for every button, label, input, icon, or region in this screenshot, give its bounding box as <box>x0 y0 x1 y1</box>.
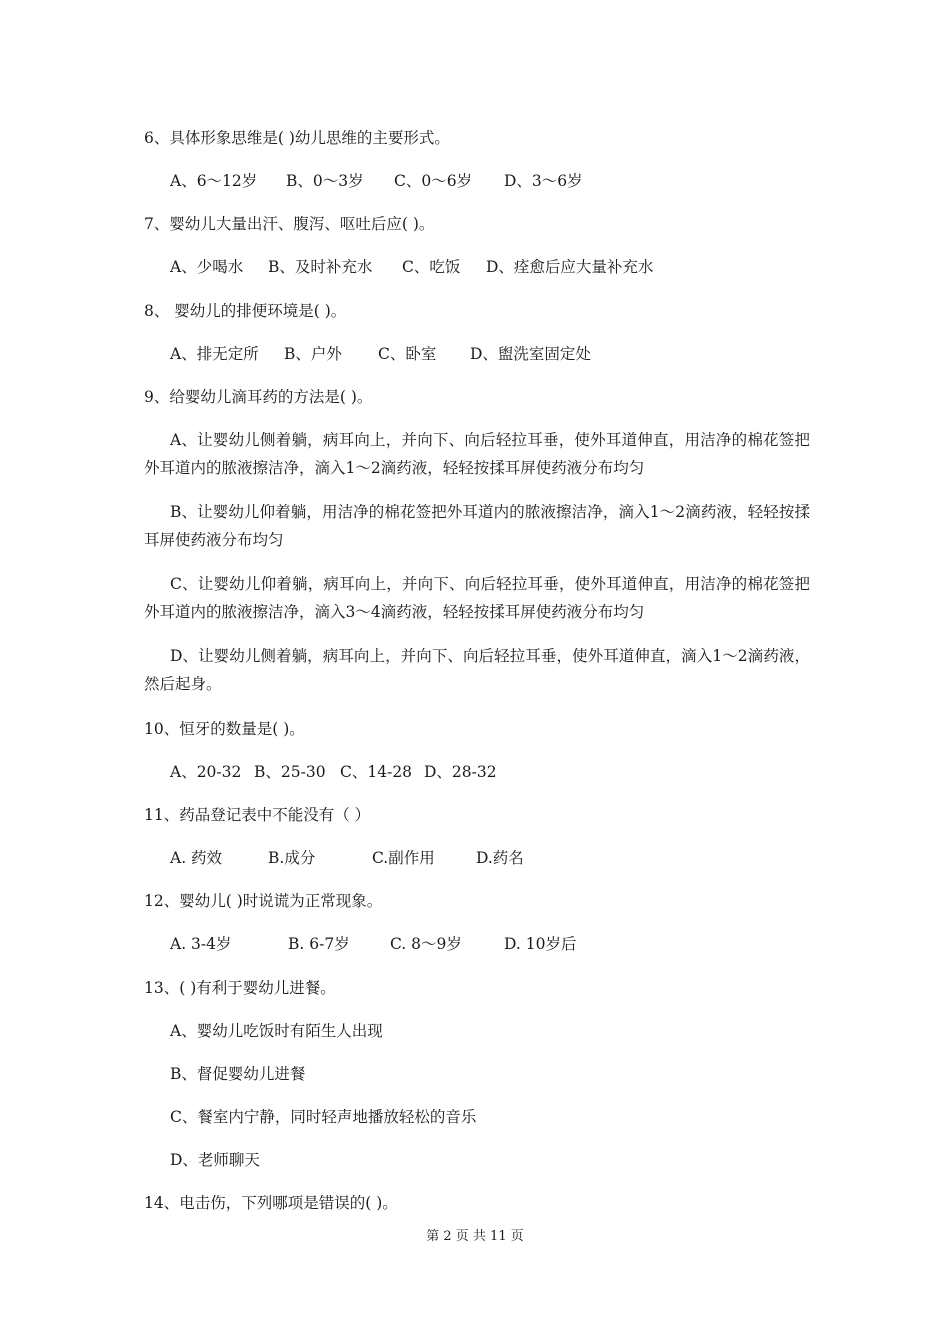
option-a: A. 药效 <box>170 849 223 867</box>
option-b: B. 6-7岁 <box>288 935 350 953</box>
question-9-option-c: C、让婴幼儿仰着躺，病耳向上，并向下、向后轻拉耳垂，使外耳道伸直，用洁净的棉花签把外耳道内的脓液擦洁净，滴入3～4滴药液，轻轻按揉耳屏使药液分布均匀 <box>144 575 810 621</box>
page-footer: 第 2 页 共 11 页 <box>426 1229 524 1244</box>
question-9-option-a: A、让婴幼儿侧着躺，病耳向上，并向下、向后轻拉耳垂，使外耳道伸直，用洁净的棉花签把外耳道内的脓液擦洁净，滴入1～2滴药液，轻轻按揉耳屏使药液分布均匀 <box>144 431 810 477</box>
question-11-options <box>170 848 524 868</box>
question-12-stem: 12、婴幼儿( )时说谎为正常现象。 <box>144 892 383 910</box>
question-13-option-c: C、餐室内宁静，同时轻声地播放轻松的音乐 <box>170 1108 477 1126</box>
question-13-option-d: D、老师聊天 <box>170 1151 260 1169</box>
question-11-stem: 11、药品登记表中不能没有（ ） <box>144 806 371 824</box>
option-d: D.药名 <box>476 849 524 867</box>
question-6-options <box>170 171 583 191</box>
question-10-stem: 10、恒牙的数量是( )。 <box>144 720 305 738</box>
option-a: A、6～12岁 <box>170 172 258 190</box>
option-a: A、排无定所 <box>170 345 259 363</box>
option-c: C、14-28 <box>340 763 413 781</box>
option-d: D、3～6岁 <box>504 172 583 190</box>
question-7-stem: 7、婴幼儿大量出汗、腹泻、呕吐后应( )。 <box>144 215 435 233</box>
option-a: A、少喝水 <box>170 258 244 276</box>
question-9-option-d: D、让婴幼儿侧着躺，病耳向上，并向下、向后轻拉耳垂，使外耳道伸直，滴入1～2滴药液，然后起身。 <box>144 647 810 693</box>
question-13-option-a: A、婴幼儿吃饭时有陌生人出现 <box>170 1022 383 1040</box>
option-d: D. 10岁后 <box>504 935 577 953</box>
question-13-stem: 13、( )有利于婴幼儿进餐。 <box>144 979 336 997</box>
option-a: A、20-32 <box>170 763 242 781</box>
option-c: C、卧室 <box>378 345 437 363</box>
question-9-stem: 9、给婴幼儿滴耳药的方法是( )。 <box>144 388 373 406</box>
option-c: C、0～6岁 <box>394 172 473 190</box>
option-b: B、户外 <box>284 345 342 363</box>
option-b: B.成分 <box>268 849 316 867</box>
question-7-options <box>170 257 653 277</box>
option-d: D、痊愈后应大量补充水 <box>486 258 654 276</box>
option-d: D、盥洗室固定处 <box>470 345 591 363</box>
question-14-stem: 14、电击伤，下列哪项是错误的( )。 <box>144 1194 398 1212</box>
option-a: A. 3-4岁 <box>170 935 232 953</box>
option-c: C. 8～9岁 <box>390 935 462 953</box>
option-c: C.副作用 <box>372 849 435 867</box>
question-8-stem: 8、 婴幼儿的排便环境是( )。 <box>144 302 347 320</box>
question-12-options <box>170 934 576 954</box>
question-13-option-b: B、督促婴幼儿进餐 <box>170 1065 306 1083</box>
question-10-options <box>170 762 497 782</box>
option-b: B、25-30 <box>254 763 326 781</box>
option-c: C、吃饭 <box>402 258 461 276</box>
option-b: B、0～3岁 <box>286 172 364 190</box>
question-8-options <box>170 344 591 364</box>
option-b: B、及时补充水 <box>268 258 373 276</box>
option-d: D、28-32 <box>424 763 497 781</box>
question-6-stem: 6、具体形象思维是( )幼儿思维的主要形式。 <box>144 129 450 147</box>
question-9-option-b: B、让婴幼儿仰着躺，用洁净的棉花签把外耳道内的脓液擦洁净，滴入1～2滴药液，轻轻按揉耳屏使药液分布均匀 <box>144 503 810 549</box>
